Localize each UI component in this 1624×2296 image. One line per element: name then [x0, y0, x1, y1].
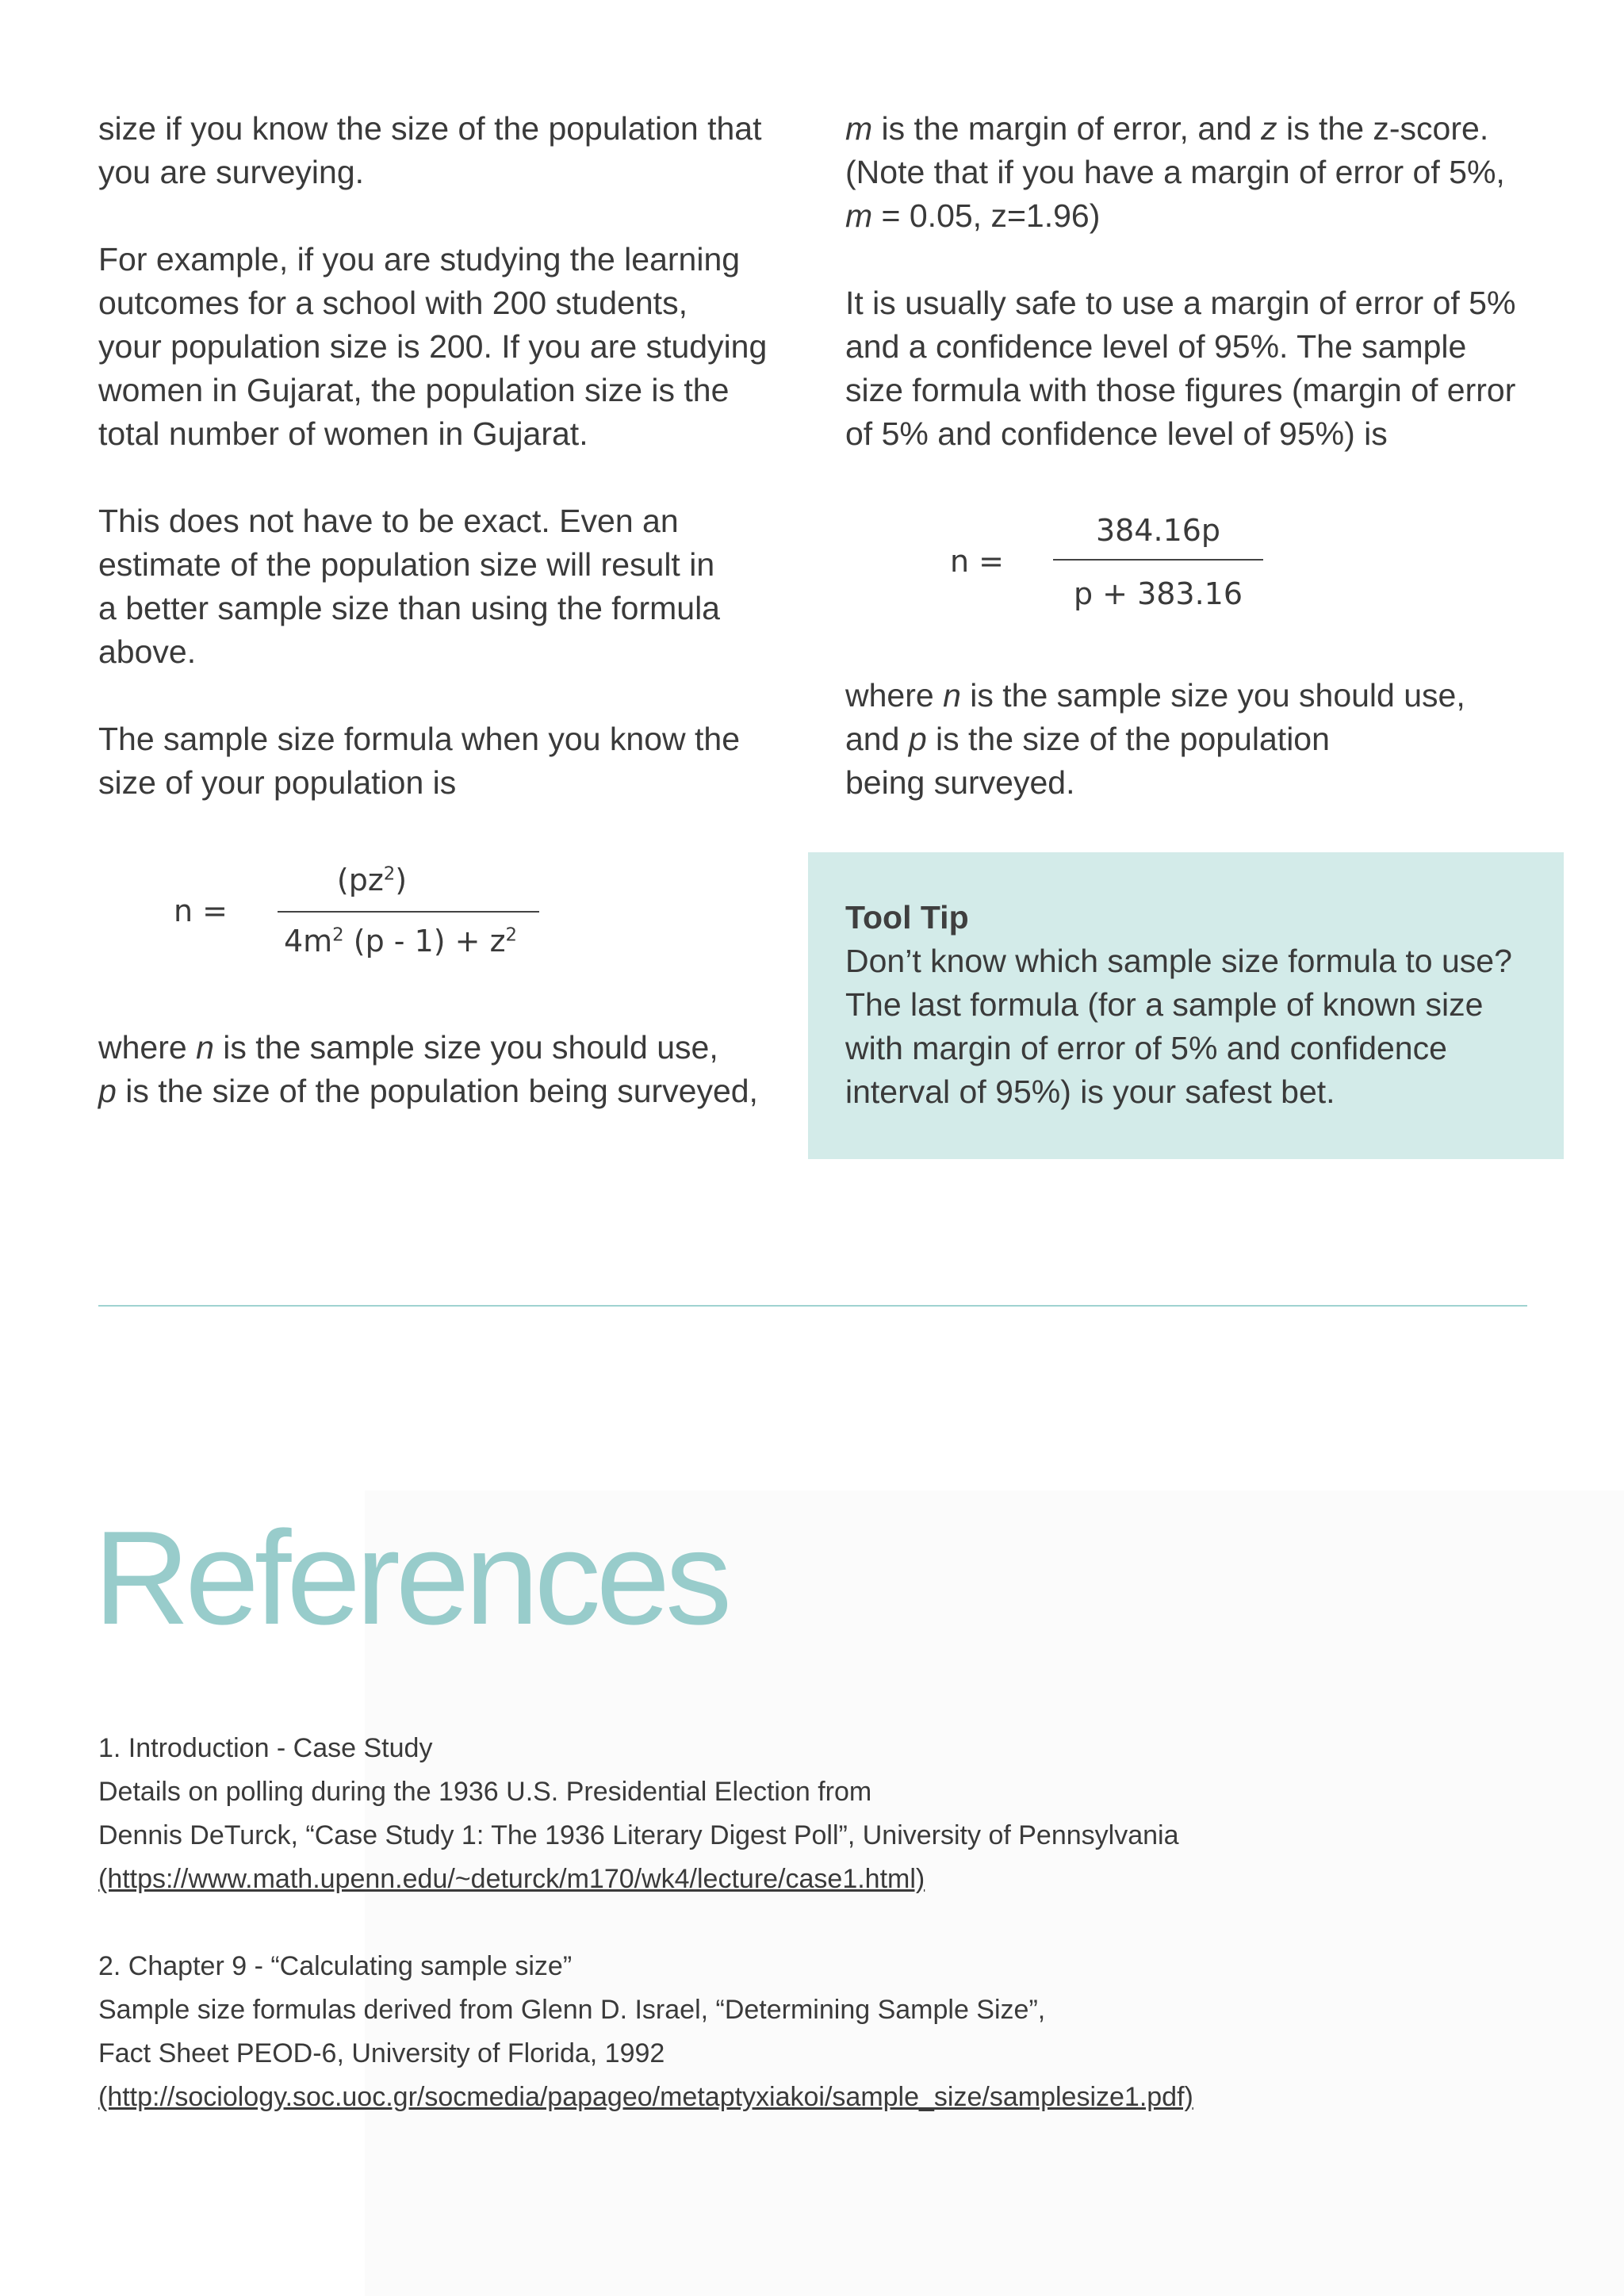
reference-title: 2. Chapter 9 - “Calculating sample size” — [98, 1951, 573, 1981]
paragraph: size if you know the size of the population that you are surveying. — [98, 110, 762, 190]
left-column — [98, 107, 796, 848]
right-column — [845, 107, 1543, 499]
formula-denominator: $4m^2$ $(p - 1) + z^2$ — [283, 924, 518, 959]
reference-text: Details on polling during the 1936 U.S. Presidential Election from — [98, 1777, 872, 1807]
reference-text: Sample size formulas derived from Glenn D. Israel, “Determining Sample Size”, — [98, 1995, 1046, 2025]
tool-tip-box — [808, 852, 1564, 1159]
reference-title: 1. Introduction - Case Study — [98, 1733, 433, 1763]
reference-text: Fact Sheet PEOD-6, University of Florida, 1992 — [98, 2038, 665, 2068]
reference-item — [98, 1945, 1446, 2119]
paragraph: For example, if you are studying the learning outcomes for a school with 200 students, your population size is 200. If you are studying women in Gujarat, the population size is the total number of women in Gujarat. — [98, 241, 768, 452]
formula-denominator: p + 383.16 — [1073, 576, 1243, 611]
formula-numerator: 384.16p — [1095, 513, 1221, 548]
reference-text: Dennis DeTurck, “Case Study 1: The 1936 Literary Digest Poll”, University of Pennsylvania — [98, 1820, 1179, 1850]
reference-item — [98, 1727, 1446, 1901]
paragraph: m is the margin of error, and z is the z-score. (Note that if you have a margin of error of 5%, m = 0.05, z=1.96) — [845, 110, 1505, 234]
references-heading: References — [94, 1503, 728, 1652]
formula-lhs: n = — [950, 544, 1005, 579]
left-column-after-formula — [98, 1026, 796, 1113]
sample-size-formula-95-confidence — [845, 496, 1321, 614]
paragraph: This does not have to be exact. Even an estimate of the population size will result in a better sample size than using the formula above. — [98, 503, 720, 670]
tool-tip-title: Tool Tip — [845, 899, 969, 936]
paragraph: It is usually safe to use a margin of error of 5% and a confidence level of 95%. The sample size formula with those figures (margin of error of 5% and confidence level of 95%) is — [845, 285, 1516, 452]
reference-link[interactable]: (http://sociology.soc.uoc.gr/socmedia/papageo/metaptyxiakoi/sample_size/samplesize1.pdf) — [98, 2082, 1193, 2112]
fraction-bar — [1053, 559, 1263, 561]
formula-numerator: $(pz^2)$ — [336, 863, 408, 897]
right-column-after-formula — [845, 674, 1543, 805]
paragraph: where n is the sample size you should use, p is the size of the population being surveyed, — [98, 1029, 758, 1109]
fraction-bar — [278, 911, 539, 913]
formula-lhs: n = — [174, 894, 228, 928]
reference-link[interactable]: (https://www.math.upenn.edu/~deturck/m170/wk4/lecture/case1.html) — [98, 1864, 925, 1894]
sample-size-formula-known-population — [98, 852, 542, 971]
section-divider — [98, 1305, 1527, 1307]
paragraph: The sample size formula when you know the size of your population is — [98, 721, 741, 801]
tool-tip-body: Don’t know which sample size formula to use? The last formula (for a sample of known size with margin of error of 5% and confidence interval of 95%) is your safest bet. — [845, 943, 1512, 1110]
paragraph: where n is the sample size you should use, and p is the size of the population being surveyed. — [845, 677, 1465, 801]
references-list — [98, 1727, 1446, 2163]
